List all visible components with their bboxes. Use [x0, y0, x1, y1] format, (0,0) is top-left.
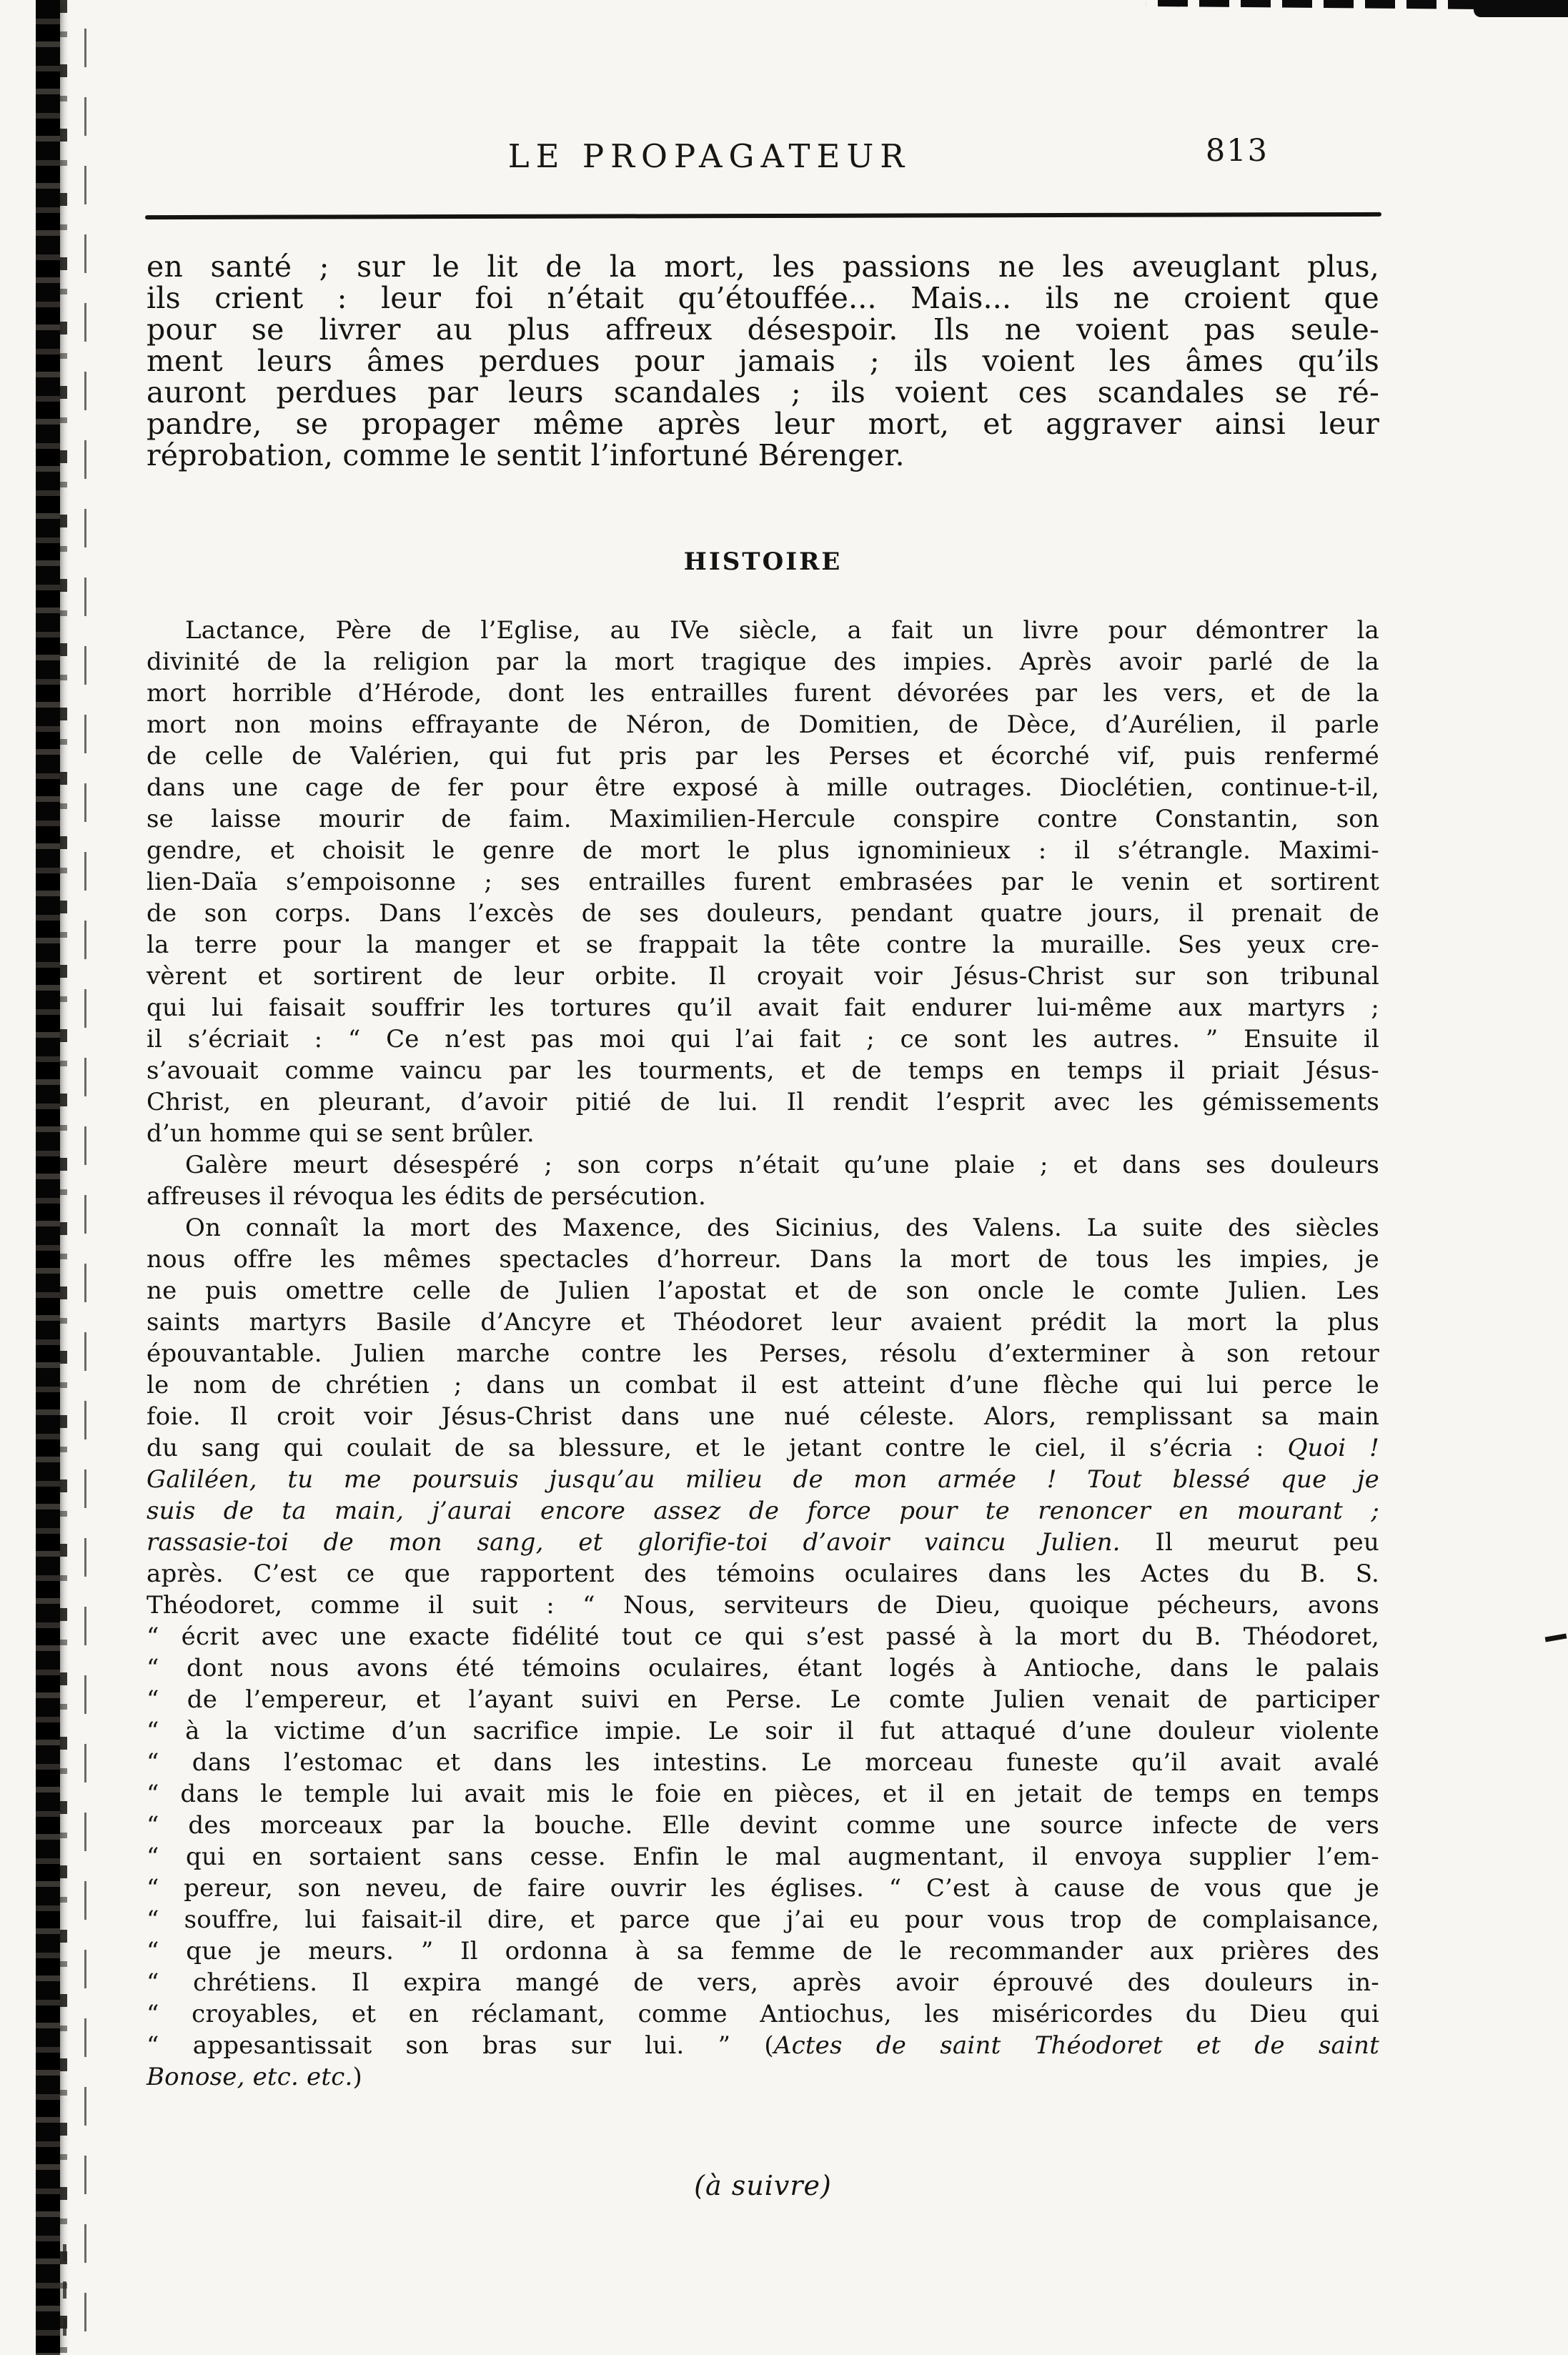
text-line: “ à la victime d’un sacrifice impie. Le soir il fut attaqué d’une douleur violente	[147, 1717, 1379, 1745]
text-line: “ qui en sortaient sans cesse. Enfin le mal augmentant, il envoya supplier l’em-	[147, 1843, 1379, 1871]
text-line: nous offre les mêmes spectacles d’horreur. Dans la mort de tous les impies, je	[147, 1245, 1379, 1274]
text-line: divinité de la religion par la mort tragique des impies. Après avoir parlé de la	[147, 648, 1379, 676]
text-line: “ dans le temple lui avait mis le foie en pièces, et il en jetait de temps en temps	[147, 1780, 1379, 1808]
text-line: vèrent et sortirent de leur orbite. Il croyait voir Jésus-Christ sur son tribunal	[147, 962, 1379, 991]
text-line: pour se livrer au plus affreux désespoir. Ils ne voient pas seule-	[147, 312, 1379, 347]
publication-title: LE PROPAGATEUR	[507, 137, 911, 175]
text-line: du sang qui coulait de sa blessure, et le jetant contre le ciel, il s’écria : Quoi !	[147, 1434, 1379, 1462]
text-line: s’avouait comme vaincu par les tourments, et de temps en temps il priait Jésus-	[147, 1056, 1379, 1085]
text-line: affreuses il révoqua les édits de persécution.	[147, 1182, 707, 1211]
text-line: On connaît la mort des Maxence, des Sicinius, des Valens. La suite des siècles	[185, 1214, 1379, 1242]
text-line: rassasie-toi de mon sang, et glorifie-toi d’avoir vaincu Julien. Il meurut peu	[147, 1528, 1379, 1557]
text-line: le nom de chrétien ; dans un combat il est atteint d’une flèche qui lui perce le	[147, 1371, 1379, 1399]
text-line: Théodoret, comme il suit : “ Nous, serviteurs de Dieu, quoique pécheurs, avons	[147, 1591, 1379, 1620]
scan-artifact-foot-marks	[63, 2244, 66, 2344]
text-line: mort horrible d’Hérode, dont les entrailles furent dévorées par les vers, et de la	[147, 679, 1379, 708]
text-line: suis de ta main, j’aurai encore assez de force pour te renoncer en mourant ;	[147, 1497, 1379, 1525]
text-line: de son corps. Dans l’excès de ses douleurs, pendant quatre jours, il prenait de	[147, 899, 1379, 928]
body-text	[147, 615, 1379, 2093]
text-line: Galère meurt désespéré ; son corps n’était qu’une plaie ; et dans ses douleurs	[185, 1151, 1379, 1179]
text-line: “ de l’empereur, et l’ayant suivi en Perse. Le comte Julien venait de participer	[147, 1685, 1379, 1714]
text-line: ils crient : leur foi n’était qu’étouffée... Mais... ils ne croient que	[147, 281, 1379, 315]
text-line: gendre, et choisit le genre de mort le plus ignominieux : il s’étrangle. Maximi-	[147, 836, 1379, 865]
header-rule	[145, 212, 1381, 219]
text-line: “ pereur, son neveu, de faire ouvrir les églises. “ C’est à cause de vous que je	[147, 1874, 1379, 1903]
text-line: “ souffre, lui faisait-il dire, et parce que j’ai eu pour vous trop de complaisance,	[147, 1905, 1379, 1934]
section-heading: HISTOIRE	[683, 547, 843, 576]
text-line: “ chrétiens. Il expira mangé de vers, après avoir éprouvé des douleurs in-	[147, 1968, 1379, 1997]
text-line: dans une cage de fer pour être exposé à mille outrages. Dioclétien, continue-t-il,	[147, 773, 1379, 802]
text-line: réprobation, comme le sentit l’infortuné Bérenger.	[147, 438, 905, 472]
text-line: “ que je meurs. ” Il ordonna à sa femme de le recommander aux prières des	[147, 1937, 1379, 1965]
text-line: de celle de Valérien, qui fut pris par les Perses et écorché vif, puis renfermé	[147, 742, 1379, 770]
binding-ragged-edge	[60, 0, 67, 2355]
scan-artifact-margin-dash	[1545, 1633, 1567, 1642]
text-line: qui lui faisait souffrir les tortures qu’il avait fait endurer lui-même aux martyrs ;	[147, 993, 1379, 1022]
text-line: ment leurs âmes perdues pour jamais ; ils voient les âmes qu’ils	[147, 344, 1379, 378]
intro-paragraph	[147, 251, 1379, 471]
text-line: lien-Daïa s’empoisonne ; ses entrailles furent embrasées par le venin et sortirent	[147, 868, 1379, 896]
text-block	[147, 0, 1379, 2355]
text-line: d’un homme qui se sent brûler.	[147, 1119, 535, 1148]
text-line: la terre pour la manger et se frappait la tête contre la muraille. Ses yeux cre-	[147, 931, 1379, 959]
text-line: se laisse mourir de faim. Maximilien-Hercule conspire contre Constantin, son	[147, 805, 1379, 833]
text-line: “ dont nous avons été témoins oculaires, étant logés à Antioche, dans le palais	[147, 1654, 1379, 1682]
text-line: Galiléen, tu me poursuis jusqu’au milieu de mon armée ! Tout blessé que je	[147, 1465, 1379, 1494]
text-line: il s’écriait : “ Ce n’est pas moi qui l’ai fait ; ce sont les autres. ” Ensuite il	[147, 1025, 1379, 1053]
book-binding-strip	[36, 0, 60, 2355]
continuation-note: (à suivre)	[694, 2170, 832, 2201]
text-line: saints martyrs Basile d’Ancyre et Théodoret leur avaient prédit la mort la plus	[147, 1308, 1379, 1337]
paragraph	[147, 1212, 1379, 2093]
text-line: “ des morceaux par la bouche. Elle devint comme une source infecte de vers	[147, 1811, 1379, 1840]
text-line: après. C’est ce que rapportent des témoins oculaires dans les Actes du B. S.	[147, 1560, 1379, 1588]
text-line: pandre, se propager même après leur mort, et aggraver ainsi leur	[147, 407, 1379, 441]
text-line: mort non moins effrayante de Néron, de Domitien, de Dèce, d’Aurélien, il parle	[147, 710, 1379, 739]
text-line: ne puis omettre celle de Julien l’apostat et de son oncle le comte Julien. Les	[147, 1276, 1379, 1305]
page-number: 813	[1205, 133, 1269, 169]
text-line: “ écrit avec une exacte fidélité tout ce qui s’est passé à la mort du B. Théodoret,	[147, 1622, 1379, 1651]
text-line: foie. Il croit voir Jésus-Christ dans une nué céleste. Alors, remplissant sa main	[147, 1402, 1379, 1431]
paragraph	[147, 615, 1379, 1149]
text-line: “ dans l’estomac et dans les intestins. Le morceau funeste qu’il avait avalé	[147, 1748, 1379, 1777]
text-line: Bonose, etc. etc.)	[147, 2063, 362, 2091]
text-line: “ croyables, et en réclamant, comme Antiochus, les miséricordes du Dieu qui	[147, 2000, 1379, 2028]
binding-inner-line	[84, 29, 86, 2355]
text-line: en santé ; sur le lit de la mort, les passions ne les aveuglant plus,	[147, 249, 1379, 284]
text-line: “ appesantissait son bras sur lui. ” (Actes de saint Théodoret et de saint	[147, 2031, 1379, 2060]
text-line: Lactance, Père de l’Eglise, au IVe siècle, a fait un livre pour démontrer la	[185, 616, 1379, 645]
text-line: épouvantable. Julien marche contre les Perses, résolu d’exterminer à son retour	[147, 1339, 1379, 1368]
text-line: Christ, en pleurant, d’avoir pitié de lui. Il rendit l’esprit avec les gémissements	[147, 1088, 1379, 1116]
paragraph	[147, 1149, 1379, 1212]
scan-artifact-corner-blob	[1474, 0, 1568, 17]
text-line: auront perdues par leurs scandales ; ils voient ces scandales se ré-	[147, 375, 1379, 410]
